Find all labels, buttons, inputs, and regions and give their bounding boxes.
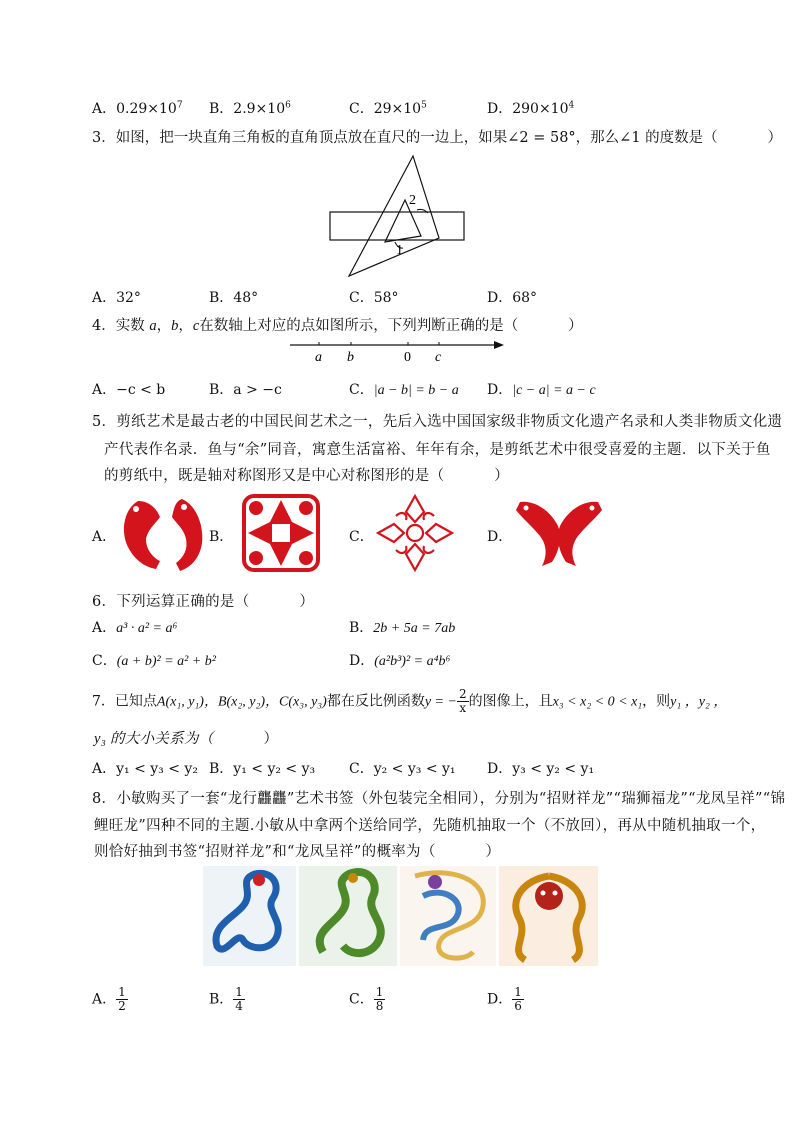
q3-option-b: B．48° [209,290,259,306]
q5-option-b: B． [209,529,234,545]
fish-right [558,502,602,566]
q7-option-d: D．y₃ < y₂ < y₁ [487,761,595,777]
q7-option-a: A．y₁ < y₃ < y₂ [92,761,198,777]
q6-option-b: B．2b + 5a = 7ab [349,620,456,636]
q2-option-c: C．$29\times 10^5$ [349,100,427,117]
q8-dragon-images [203,866,598,966]
q2-option-d: D．$290\times 10^4$ [487,100,575,117]
q8-option-a: A． $\frac{1}{2}$ [92,985,126,1013]
q4-option-d: D．|c − a| = a − c [487,382,596,398]
q5-paper-cut-a [116,495,222,575]
q8-option-b: B． $\frac{1}{4}$ [209,985,243,1013]
q8-stem-line3: 则恰好抽到书签“招财祥龙”和“龙凤呈祥”的概率为（ ） [94,844,501,860]
q5-option-c: C． [349,529,374,545]
axis-arrow [494,341,504,349]
q4-stem: 4．实数 a，b，c在数轴上对应的点如图所示，下列判断正确的是（ ） [92,318,583,334]
q4-option-a: A．−c < b [92,382,166,398]
fish-left [516,502,560,566]
q3-option-d: D．68° [487,290,538,306]
fish-left [124,501,160,569]
q3-stem: 3．如图，把一块直角三角板的直角顶点放在直尺的一边上，如果∠2 = 58°，那么∠1 的度数是（ ） [92,130,782,146]
set-square-outer [349,156,439,276]
q3-ruler-triangle-figure [325,150,470,280]
axis-label-b: b [347,350,354,364]
q8-stem-line2: 鲤旺龙”四种不同的主题.小敏从中拿两个送给同学，先随机抽取一个（不放回），再从中随机抽取一个， [94,818,766,834]
q7-option-b: B．y₁ < y₂ < y₃ [209,761,316,777]
q4-option-b: B．a > −c [209,382,282,398]
angle-2-label: 2 [409,193,416,208]
q6-stem: 6．下列运算正确的是（ ） [92,594,315,610]
dragon-image-2 [299,866,397,966]
axis-label-0: 0 [404,350,411,364]
axis-label-a: a [315,350,322,364]
q5-paper-cut-c [372,492,458,574]
q4-number-line [286,334,506,364]
q7-option-c: C．y₂ < y₃ < y₁ [349,761,456,777]
q6-option-d: D．(a²b³)² = a⁴b⁶ [349,653,451,669]
q5-option-d: D． [487,529,513,545]
q5-stem-line3: 的剪纸中，既是轴对称图形又是中心对称图形的是（ ） [104,468,510,484]
q5-option-a: A． [92,529,117,545]
q8-stem-line1: 8．小敏购买了一套“龙行龘龘”艺术书签（外包装完全相同），分别为“招财祥龙”“瑞狮福龙”“龙凤呈祥”“锦 [92,791,786,807]
angle-1-label: 1 [396,243,403,258]
q8-option-d: D． $\frac{1}{6}$ [487,985,522,1013]
q5-paper-cut-b [240,492,322,574]
q3-option-c: C．58° [349,290,399,306]
q6-option-c: C．(a + b)² = a² + b² [92,653,216,669]
q5-stem-line1: 5．剪纸艺术是最古老的中国民间艺术之一，先后入选中国国家级非物质文化遗产名录和人类非物质文化遗 [92,414,783,430]
q2-option-a: A．$0.29\times 10^7$ [92,100,183,117]
q6-option-a: A．a³ · a² = a⁶ [92,620,178,636]
dragon-image-1 [203,866,296,966]
q5-paper-cut-d [512,496,606,570]
q5-stem-line2: 产代表作名录．鱼与“余”同音，寓意生活富裕、年年有余，是剪纸艺术中很受喜爱的主题．以下关于鱼 [104,442,771,458]
q7-stem-line2: y₃ 的大小关系为（ ） [94,731,279,747]
q7-stem-line1: 7．已知点A(x₁, y₁)，B(x₂, y₂)，C(x₃, y₃)都在反比例函数y = − $\frac{2}{x}$ 的图像上，且x₃ < x₂ < 0 < x₁，则y₁ ，y₂ ， [92,687,728,715]
q3-option-a: A．32° [92,290,141,306]
axis-label-c: c [435,350,442,364]
fish-right [172,499,202,571]
q8-option-c: C． $\frac{1}{8}$ [349,985,384,1013]
dragon-image-3 [400,866,496,966]
q4-option-c: C．|a − b| = b − a [349,382,459,398]
q2-option-b: B．$2.9\times 10^6$ [209,100,291,117]
dragon-image-4 [499,866,598,966]
